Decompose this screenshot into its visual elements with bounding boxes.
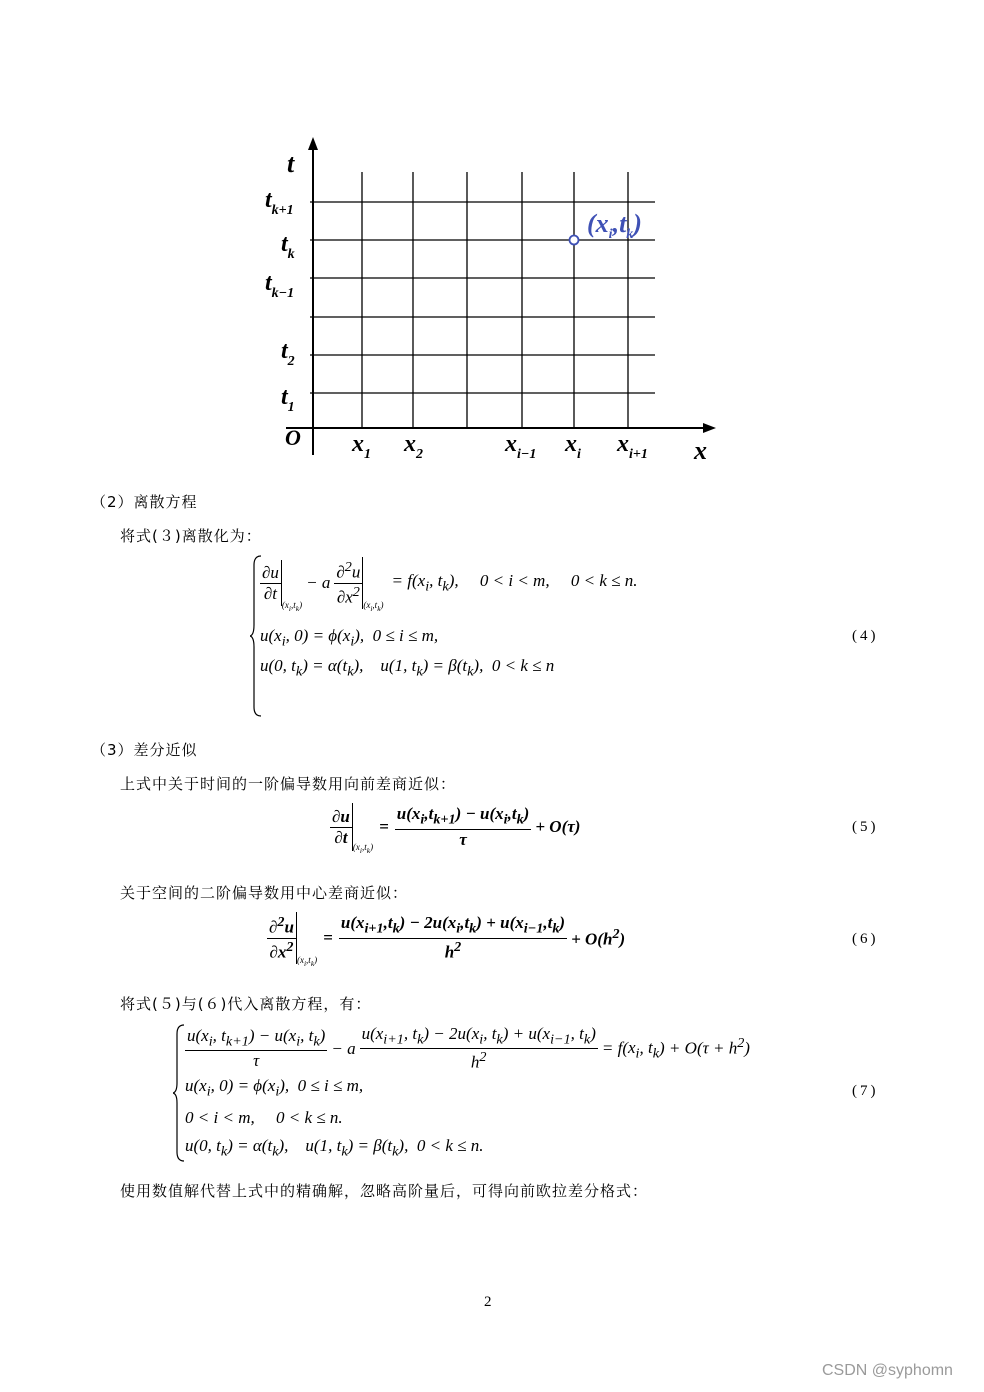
equation-6: $\frac{\partial^2u}{\partial x^2}$ $(x_i,t_k)$ = $\frac{u(x_{i+1},t_k) - 2u(x_i,t_k) + u(x_{i-1},t_k)}{h^2}$ + $O(h^2)$ — [269, 913, 626, 968]
section-3-heading: （3）差分近似 — [91, 741, 198, 759]
section-2-intro: 将式(３)离散化为： — [120, 527, 262, 545]
x-label-i-1: $x_{i-1}$ — [505, 431, 537, 462]
equation-5-number: (5) — [852, 819, 879, 835]
grid-node-xi-tk — [570, 236, 579, 245]
equation-7-number: (7) — [852, 1083, 879, 1099]
section-2-heading: （2）离散方程 — [91, 493, 198, 511]
t-axis-label: t — [287, 149, 295, 178]
x-label-1: $x_1$ — [352, 431, 371, 462]
t-label-2: $t_2$ — [281, 338, 295, 369]
closing-sentence: 使用数值解代替上式中的精确解，忽略高阶量后，可得向前欧拉差分格式： — [120, 1182, 649, 1200]
t-label-1: $t_1$ — [281, 384, 295, 415]
section-3-substitution: 将式(５)与(６)代入离散方程，有： — [120, 995, 372, 1013]
t-label-k: $t_k$ — [281, 231, 295, 262]
t-label-k+1: $t_{k+1}$ — [265, 187, 294, 218]
x-label-2: $x_2$ — [404, 431, 423, 462]
page-number: 2 — [484, 1294, 492, 1310]
section-3-space: 关于空间的二阶偏导数用中心差商近似： — [120, 884, 409, 902]
x-axis-label: x — [694, 436, 707, 465]
equation-4: $\frac{\partial u}{\partial t}$ $(x_i,t_k)$ − a $\frac{\partial^2u}{\partial x^2}$ $(x_i,t_k)$ = $f(x_i$, $t_k$), 0 < i < m, 0 < k ≤ n. $u(x_i$, $0) = \phi(x_i)$, 0 ≤ i ≤ m, u(0, $t_k) = \alpha(t_k)$, u(1, $t_k) = \beta(t_k)$, 0 < k ≤ n — [250, 553, 770, 718]
t-label-k-1: $t_{k-1}$ — [265, 270, 295, 301]
x-label-i: $x_i$ — [565, 431, 581, 462]
section-3-intro: 上式中关于时间的一阶偏导数用向前差商近似： — [120, 775, 457, 793]
equation-5: $\frac{\partial u}{\partial t}$ $(x_i,t_k)$ = $\frac{u(x_i,t_{k+1}) - u(x_i,t_k)}{\tau}$ + O(τ) — [332, 804, 581, 855]
x-label-i+1: $x_{i+1}$ — [617, 431, 648, 462]
grid-diagram — [0, 0, 984, 480]
equation-6-number: (6) — [852, 931, 879, 947]
equation-7: $\frac{u(x_i, t_{k+1}) - u(x_i, t_k)}{\tau}$ − a $\frac{u(x_{i+1}, t_k) - 2u(x_i, t_k) + u(x_{i-1}, t_k)}{h^2}$ = $f(x_i$, $t_k) + O(\tau + h^2)$ $u(x_i$, $0) = \phi(x_i)$, 0 ≤ i ≤ m, 0 < i < m, 0 < k ≤ n. u(0, $t_k) = \alpha(t_k)$, u(1, $t_k) = \beta(t_k)$, 0 < k ≤ n. — [173, 1022, 813, 1164]
origin-label: O — [285, 425, 301, 450]
node-label: $(x_i,t_k)$ — [587, 209, 642, 242]
watermark: CSDN @syphomn — [822, 1362, 953, 1379]
equation-4-number: (4) — [852, 628, 879, 644]
